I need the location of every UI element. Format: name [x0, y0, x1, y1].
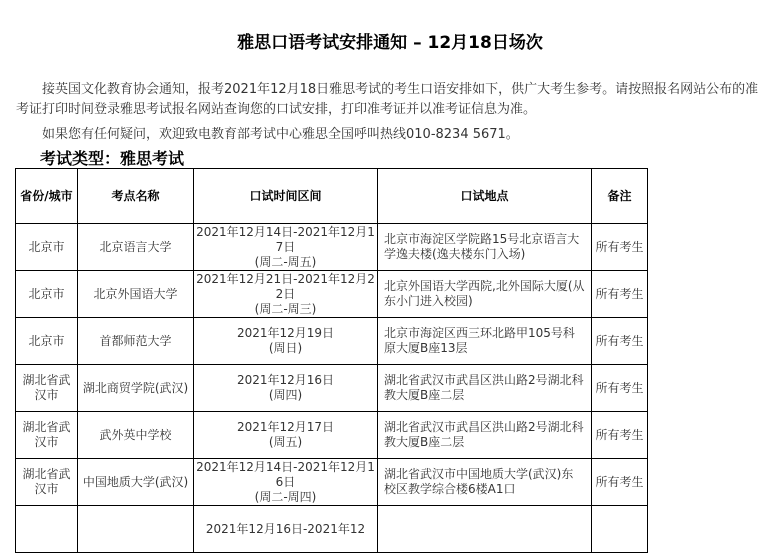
cell-note: 所有考生 [592, 365, 648, 412]
cell-location: 北京市海淀区学院路15号北京语言大学逸夫楼(逸夫楼东门入场) [378, 224, 592, 271]
cell-time-text: 2021年12月21日-2021年12月22日 (周二-周三) [196, 271, 375, 316]
cell-note: 所有考生 [592, 459, 648, 506]
cell-time [194, 459, 378, 506]
header-location: 口试地点 [378, 169, 592, 224]
table-row [16, 506, 648, 553]
cell-time [194, 271, 378, 318]
cell-province: 湖北省武汉市 [16, 459, 78, 506]
cell-time-text: 2021年12月17日 (周五) [236, 420, 335, 449]
cell-location: 湖北省武汉市武昌区洪山路2号湖北科教大厦B座二层 [378, 412, 592, 459]
table-row [16, 412, 648, 459]
intro-paragraph: 接英国文化教育协会通知，报考2021年12月18日雅思考试的考生口语安排如下，供广大考生参考。请按照报名网站公布的准考证打印时间登录雅思考试报名网站查询您的口试安排，打印准考证并以准考证信息为准。 [16, 82, 759, 117]
cell-note: 所有考生 [592, 224, 648, 271]
cell-note: 所有考生 [592, 271, 648, 318]
cell-time [194, 412, 378, 459]
contact-paragraph: 如果您有任何疑问，欢迎致电教育部考试中心雅思全国呼叫热线010-8234 5671。 [42, 127, 519, 142]
header-time: 口试时间区间 [194, 169, 378, 224]
notice-title: 雅思口语考试安排通知 – 12月18日场次 [237, 33, 543, 53]
cell-time [194, 224, 378, 271]
cell-site: 中国地质大学(武汉) [78, 459, 194, 506]
header-province: 省份/城市 [16, 169, 78, 224]
cell-time-text: 2021年12月19日 (周日) [236, 326, 335, 355]
cell-time-text: 2021年12月14日-2021年12月16日 (周二-周四) [196, 459, 375, 504]
cell-site: 湖北商贸学院(武汉) [78, 365, 194, 412]
cell-note: 所有考生 [592, 318, 648, 365]
schedule-table [15, 168, 648, 553]
cell-note: 所有考生 [592, 412, 648, 459]
exam-type-heading: 考试类型：雅思考试 [40, 149, 185, 168]
cell-time-text: 2021年12月14日-2021年12月17日 (周二-周五) [196, 224, 375, 269]
table-row [16, 365, 648, 412]
cell-time [194, 318, 378, 365]
cell-location: 北京外国语大学西院,北外国际大厦(从东小门进入校园) [378, 271, 592, 318]
header-site: 考点名称 [78, 169, 194, 224]
cell-location: 湖北省武汉市武昌区洪山路2号湖北科教大厦B座二层 [378, 365, 592, 412]
cell-province: 湖北省武汉市 [16, 365, 78, 412]
cell-location [378, 506, 592, 553]
cell-province: 湖北省武汉市 [16, 412, 78, 459]
table-row [16, 459, 648, 506]
header-note: 备注 [592, 169, 648, 224]
cell-site: 首都师范大学 [78, 318, 194, 365]
table-row [16, 318, 648, 365]
cell-province: 北京市 [16, 224, 78, 271]
cell-site: 武外英中学校 [78, 412, 194, 459]
cell-site: 北京外国语大学 [78, 271, 194, 318]
cell-time [194, 365, 378, 412]
cell-time-text: 2021年12月16日 (周四) [236, 373, 335, 402]
cell-site [78, 506, 194, 553]
cell-province [16, 506, 78, 553]
cell-note [592, 506, 648, 553]
table-header-row [16, 169, 648, 224]
cell-location: 湖北省武汉市中国地质大学(武汉)东校区教学综合楼6楼A1口 [378, 459, 592, 506]
table-row [16, 224, 648, 271]
cell-province: 北京市 [16, 318, 78, 365]
cell-location: 北京市海淀区西三环北路甲105号科原大厦B座13层 [378, 318, 592, 365]
table-row [16, 271, 648, 318]
cell-site: 北京语言大学 [78, 224, 194, 271]
cell-province: 北京市 [16, 271, 78, 318]
cell-time: 2021年12月16日-2021年12 [194, 506, 378, 553]
